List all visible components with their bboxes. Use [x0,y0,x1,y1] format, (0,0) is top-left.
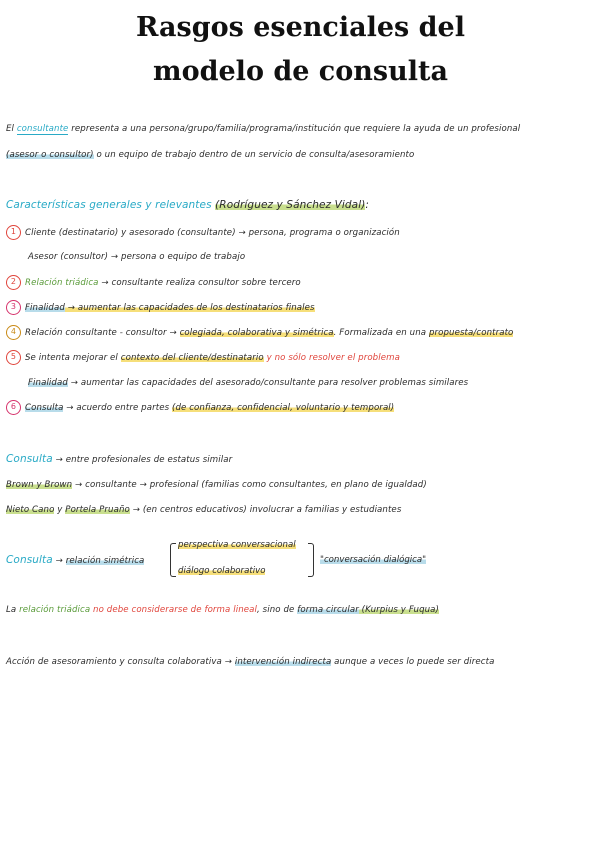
intro-line-1: El consultante representa a una persona/grupo/familia/programa/institución que requiere la ayuda de un profesional [6,124,521,134]
brace-result: "conversación dialógica" [320,555,427,565]
list-item: 1 Cliente (destinatario) y asesorado (consultante) → persona, programa o organización [6,225,597,240]
brace-option-1: perspectiva conversacional [178,540,296,550]
list-item-sub: Finalidad → aumentar las capacidades del asesorado/consultante para resolver problemas similares [28,378,469,388]
characteristics-heading: Características generales y relevantes (Rodríguez y Sánchez Vidal): [6,199,370,211]
consulta-line-3: Nieto Cano y Portela Pruaño → (en centros educativos) involucrar a familias y estudiantes [6,505,402,515]
consulta-line-1: Consulta → entre profesionales de estatus similar [6,453,233,465]
consulta-line-2: Brown y Brown → consultante → profesional (familias como consultantes, en plano de igualdad) [6,480,427,490]
item-number: 6 [6,400,21,415]
triadic-line: La relación triádica no debe considerarse de forma lineal, sino de forma circular (Kurpius y Fuqua) [6,605,439,615]
item-number: 5 [6,350,21,365]
brace-option-2: diálogo colaborativo [178,566,266,576]
list-item: 4 Relación consultante - consultor → colegiada, colaborativa y simétrica. Formalizada en una propuesta/contrato [6,325,597,340]
brace-left [170,543,176,577]
title-line-2: modelo de consulta [153,56,448,87]
term-asesor: (asesor o consultor) [6,150,94,160]
list-item: 6 Consulta → acuerdo entre partes (de confianza, confidencial, voluntario y temporal) [6,400,597,415]
title-line-1: Rasgos esenciales del [136,12,465,43]
brace-right [308,543,314,577]
item-number: 3 [6,300,21,315]
symmetric-line: Consulta → relación simétrica [6,554,145,566]
page-title [0,6,601,94]
list-item: 2 Relación triádica → consultante realiza consultor sobre tercero [6,275,597,290]
item-number: 4 [6,325,21,340]
list-item-sub: Asesor (consultor) → persona o equipo de trabajo [28,252,246,262]
action-line: Acción de asesoramiento y consulta colaborativa → intervención indirecta aunque a veces lo puede ser directa [6,657,495,667]
item-number: 1 [6,225,21,240]
list-item: 3 Finalidad → aumentar las capacidades de los destinatarios finales [6,300,597,315]
intro-line-2: (asesor o consultor) o un equipo de trabajo dentro de un servicio de consulta/asesoramiento [6,150,415,160]
characteristics-source: (Rodríguez y Sánchez Vidal) [215,199,366,211]
list-item: 5 Se intenta mejorar el contexto del cliente/destinatario y no sólo resolver el problema [6,350,597,365]
term-consultante: consultante [16,124,69,134]
item-number: 2 [6,275,21,290]
